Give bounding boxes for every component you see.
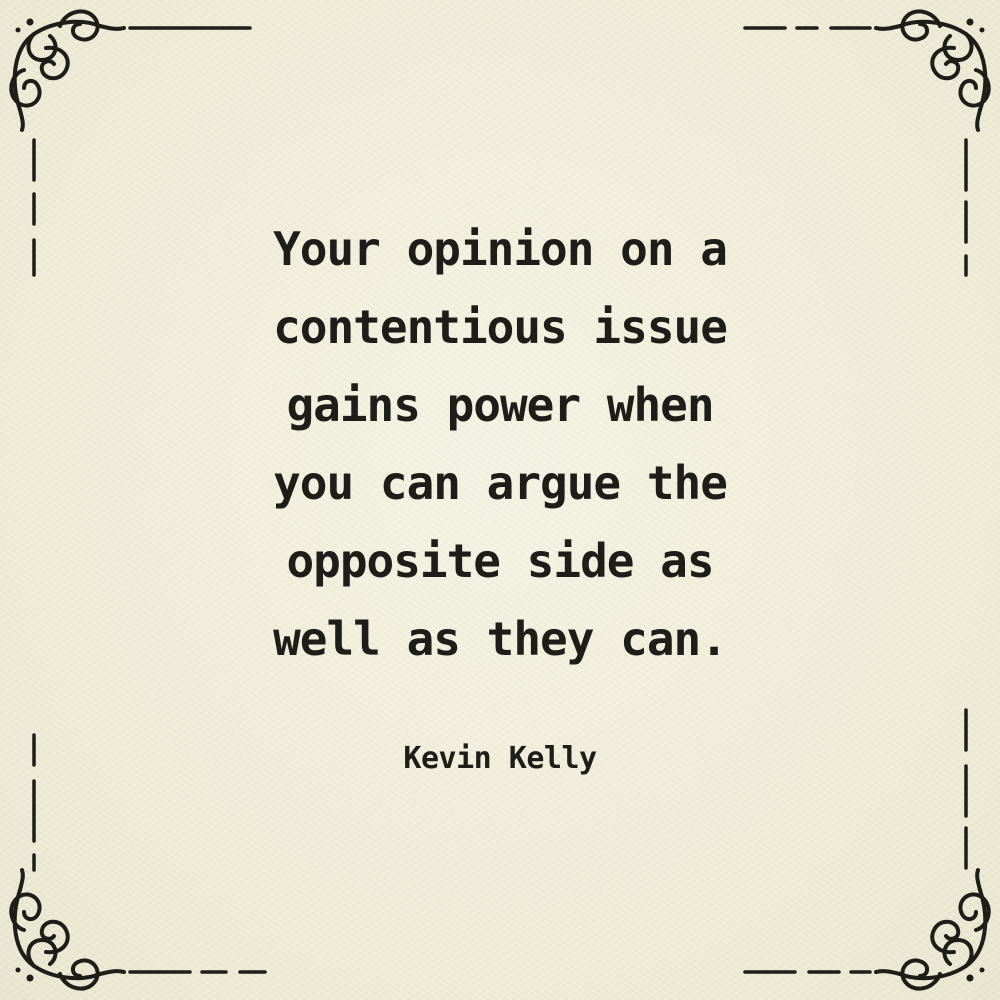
corner-flourish-bottom-left — [11, 870, 124, 989]
quote-line: opposite side as — [286, 534, 714, 588]
quote-line: Your opinion on a — [273, 222, 727, 276]
quote-author: Kevin Kelly — [403, 741, 597, 776]
corner-flourish-top-right — [876, 11, 989, 130]
corner-flourish-top-left — [11, 11, 124, 130]
quote-line: you can argue the — [273, 456, 727, 510]
quote-line: gains power when — [286, 378, 714, 432]
corner-flourish-bottom-right — [876, 870, 989, 989]
quote-block — [150, 210, 850, 678]
quote-line: contentious issue — [273, 300, 727, 354]
quote-line: well as they can. — [273, 612, 727, 666]
quote-text — [150, 210, 850, 678]
